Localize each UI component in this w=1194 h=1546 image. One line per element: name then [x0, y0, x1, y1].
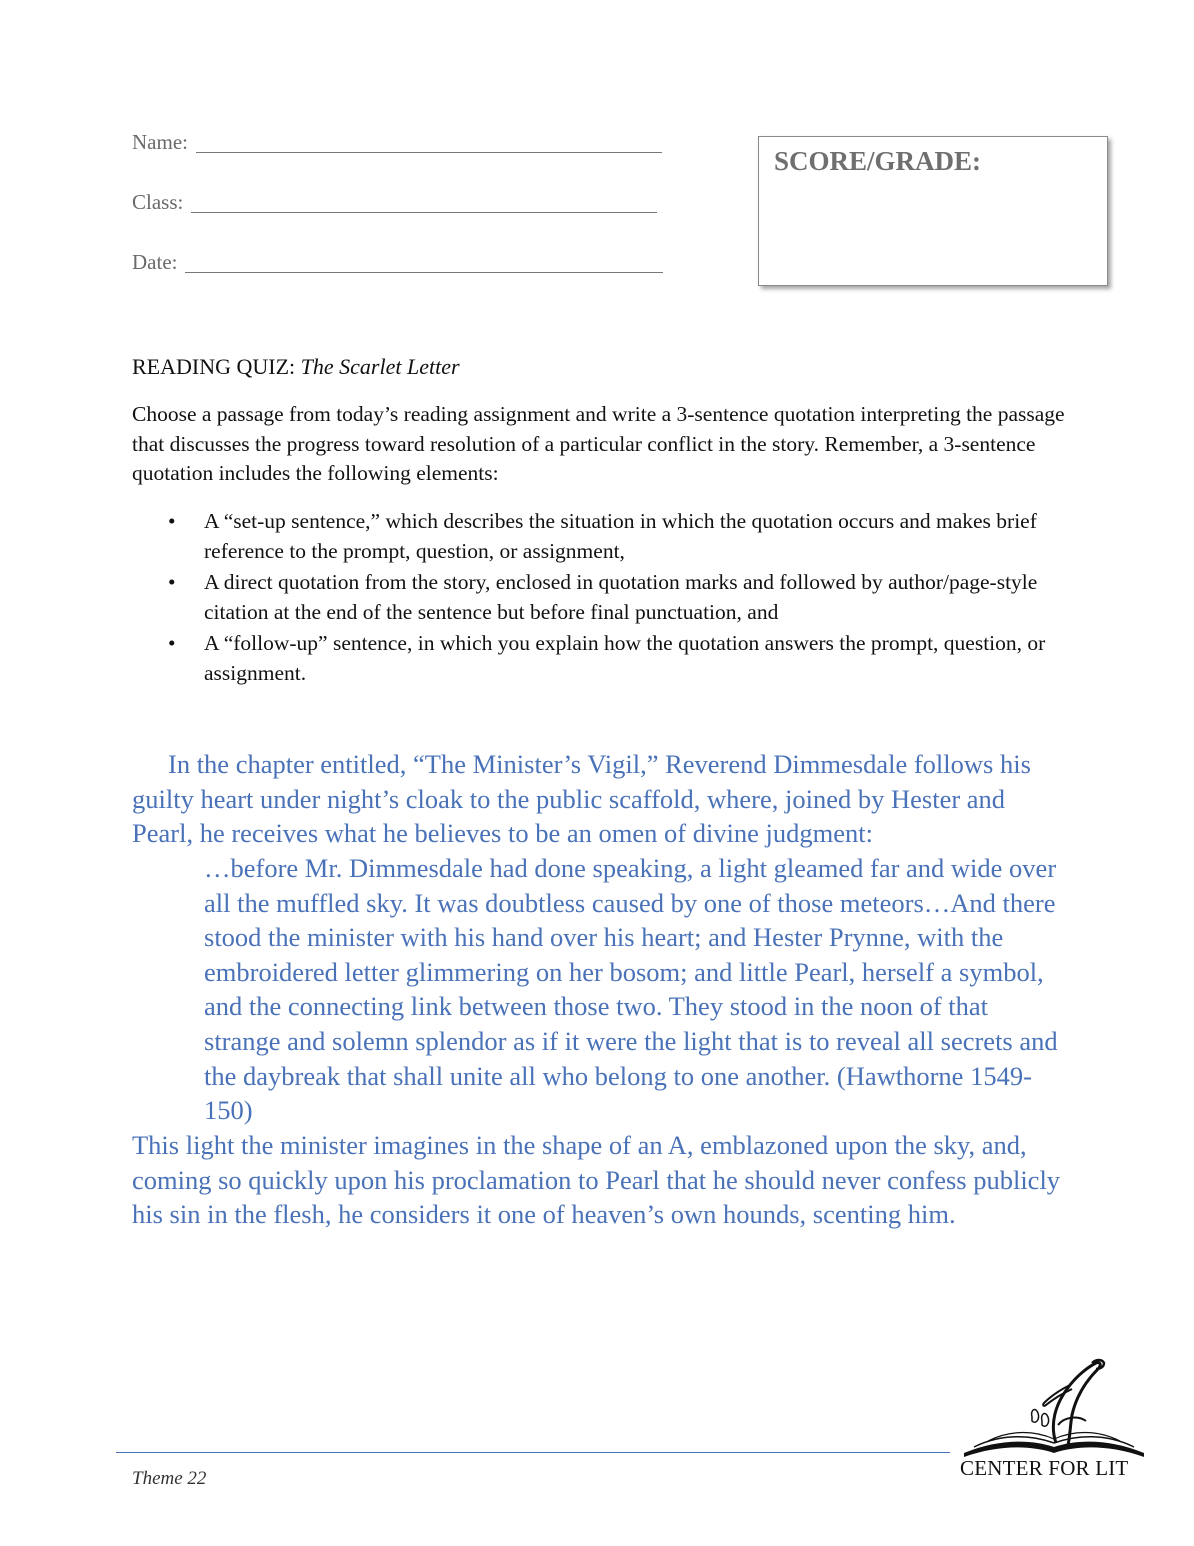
logo-text: CENTER FOR LIT [960, 1456, 1129, 1480]
answer-block-quotation: …before Mr. Dimmesdale had done speaking, a light gleamed far and wide over all the muffled sky. It was doubtless caused by one of those meteors…And there stood the minister with his hand over his heart; and Hester Prynne, with the embroidered letter glimmering on her bosom; and little Pearl, herself a symbol, and the connecting link between those two. They stood in the noon of that strange and solemn splendor as if it were the light that is to reveal all secrets and the daybreak that shall unite all who belong to one another. (Hawthorne 1549-150) [204, 853, 1058, 1126]
footer-theme-label: Theme 22 [132, 1468, 207, 1489]
quiz-instructions: Choose a passage from today’s reading assignment and write a 3-sentence quotation interpreting the passage that discusses the progress toward resolution of a particular conflict in the story. Remember, a 3-sentence quotation includes the following elements: [132, 402, 1065, 485]
class-label: Class: [132, 190, 184, 214]
name-field [132, 130, 662, 155]
list-item [132, 628, 1052, 688]
list-item-text: A direct quotation from the story, enclosed in quotation marks and followed by author/page-style citation at the end of the sentence but before final punctuation, and [204, 570, 1038, 624]
class-field [132, 190, 657, 215]
bullet-icon: • [168, 631, 176, 655]
answer-setup-sentence: In the chapter entitled, “The Minister’s Vigil,” Reverend Dimmesdale follows his guilty heart under night’s cloak to the public scaffold, where, joined by Hester and Pearl, he receives what he believes to be an omen of divine judgment: [132, 749, 1031, 849]
bullet-icon: • [168, 570, 176, 594]
elements-list [132, 506, 1052, 689]
name-input-line [196, 151, 662, 153]
list-item-text: A “set-up sentence,” which describes the situation in which the quotation occurs and makes brief reference to the prompt, question, or assignment, [204, 509, 1037, 563]
name-label: Name: [132, 130, 188, 154]
class-input-line [191, 211, 657, 213]
date-label: Date: [132, 250, 178, 274]
date-input-line [185, 271, 663, 273]
list-item-text: A “follow-up” sentence, in which you explain how the quotation answers the prompt, question, or assignment. [204, 631, 1046, 685]
score-grade-box [758, 136, 1108, 286]
answer-follow-up-sentence: This light the minister imagines in the shape of an A, emblazoned upon the sky, and, coming so quickly upon his proclamation to Pearl that he should never confess publicly his sin in the flesh, he considers it one of heaven’s own hounds, scenting him. [132, 1130, 1061, 1230]
footer-divider [116, 1452, 950, 1453]
list-item [132, 506, 1052, 566]
bullet-icon: • [168, 509, 176, 533]
list-item [132, 567, 1052, 627]
quiz-heading [132, 354, 460, 380]
quiz-book-title: The Scarlet Letter [300, 354, 460, 379]
quiz-heading-prefix: READING QUIZ: [132, 354, 301, 379]
date-field [132, 250, 663, 275]
score-grade-label: SCORE/GRADE: [774, 146, 982, 176]
